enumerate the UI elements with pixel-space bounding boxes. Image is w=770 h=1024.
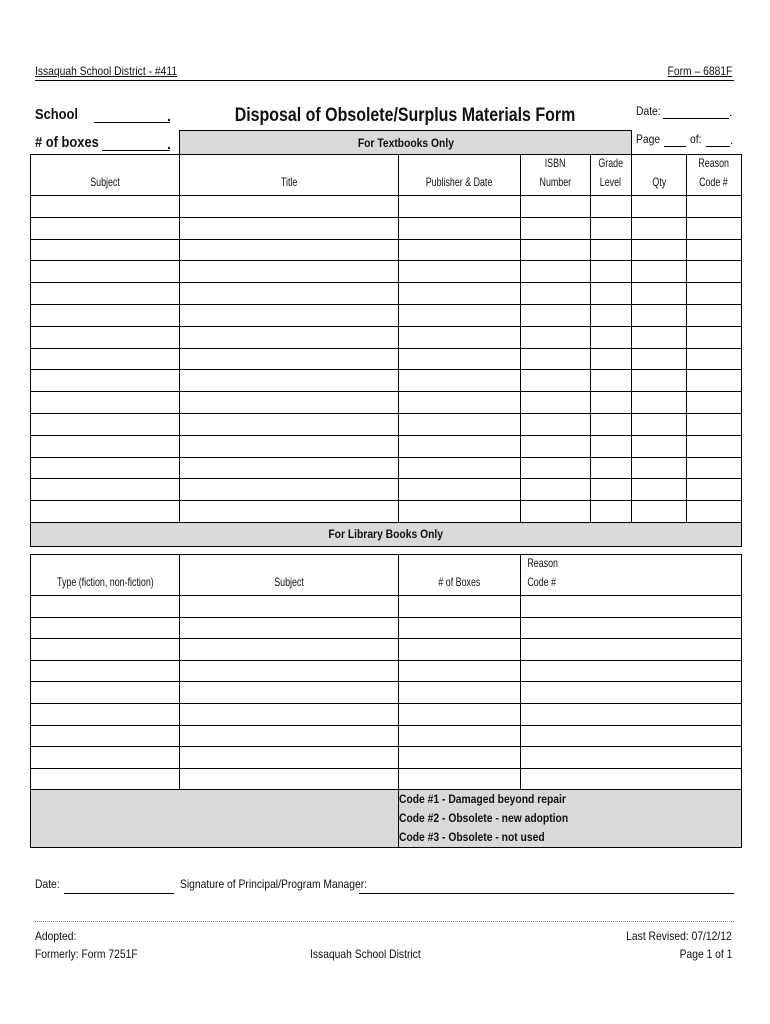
table-cell[interactable] — [521, 682, 742, 704]
table-cell[interactable] — [399, 283, 521, 305]
table-cell[interactable] — [521, 768, 742, 790]
col-type: Type (fiction, non-fiction) — [31, 555, 180, 596]
table-cell[interactable] — [591, 370, 632, 392]
school-field[interactable] — [94, 108, 170, 123]
table-cell[interactable] — [399, 304, 521, 326]
table-row — [31, 639, 742, 661]
date-label: Date: — [636, 104, 661, 118]
table-cell[interactable] — [31, 196, 180, 218]
table-cell[interactable] — [399, 747, 521, 769]
table-cell[interactable] — [399, 435, 521, 457]
table-cell[interactable] — [180, 326, 399, 348]
table-cell[interactable] — [399, 239, 521, 261]
date-period: . — [729, 105, 733, 119]
table-cell[interactable] — [180, 617, 399, 639]
table-cell[interactable] — [180, 261, 399, 283]
col-publisher-date: Publisher & Date — [399, 155, 521, 196]
table-cell[interactable] — [31, 639, 180, 661]
boxes-period: . — [167, 136, 171, 152]
table-cell[interactable] — [399, 703, 521, 725]
table-cell[interactable] — [632, 326, 687, 348]
table-cell[interactable] — [632, 261, 687, 283]
library-table — [30, 554, 742, 848]
table-cell[interactable] — [591, 457, 632, 479]
reason-codes-legend — [399, 790, 742, 848]
page-label: Page — [636, 132, 661, 146]
table-cell[interactable] — [632, 217, 687, 239]
col-library-subject: Subject — [180, 555, 399, 596]
form-number: Form – 6881F — [667, 64, 732, 78]
footer-district: Issaquah School District — [309, 947, 421, 961]
table-cell[interactable] — [31, 283, 180, 305]
textbooks-header-spacer — [31, 131, 180, 155]
table-cell[interactable] — [399, 479, 521, 501]
table-cell[interactable] — [31, 596, 180, 618]
table-cell[interactable] — [31, 326, 180, 348]
table-cell[interactable] — [180, 435, 399, 457]
col-num-boxes: # of Boxes — [399, 555, 521, 596]
table-cell[interactable] — [521, 304, 591, 326]
table-cell[interactable] — [180, 392, 399, 414]
table-cell[interactable] — [180, 725, 399, 747]
signature-date-field[interactable] — [64, 879, 174, 894]
table-cell[interactable] — [31, 617, 180, 639]
table-row — [31, 413, 742, 435]
table-cell[interactable] — [31, 304, 180, 326]
table-cell[interactable] — [31, 501, 180, 523]
last-revised: Last Revised: 07/12/12 — [626, 929, 732, 943]
library-column-headers — [31, 555, 742, 596]
table-cell[interactable] — [687, 457, 742, 479]
adopted-label: Adopted: — [35, 929, 77, 943]
table-cell[interactable] — [180, 457, 399, 479]
table-cell[interactable] — [180, 596, 399, 618]
table-cell[interactable] — [591, 239, 632, 261]
library-rows — [31, 596, 742, 790]
col-library-reason-code: Reason Code # — [521, 555, 742, 596]
col-qty: Qty — [632, 155, 687, 196]
table-cell[interactable] — [399, 501, 521, 523]
table-cell[interactable] — [180, 703, 399, 725]
table-cell[interactable] — [632, 239, 687, 261]
table-cell[interactable] — [180, 217, 399, 239]
formerly-form: Formerly: Form 7251F — [35, 947, 138, 961]
table-row — [31, 196, 742, 218]
table-cell[interactable] — [180, 747, 399, 769]
table-cell[interactable] — [687, 326, 742, 348]
table-cell[interactable] — [521, 617, 742, 639]
col-subject: Subject — [31, 155, 180, 196]
table-cell[interactable] — [591, 217, 632, 239]
table-cell[interactable] — [180, 304, 399, 326]
table-cell[interactable] — [521, 392, 591, 414]
table-cell[interactable] — [632, 392, 687, 414]
table-cell[interactable] — [521, 413, 591, 435]
table-cell[interactable] — [399, 660, 521, 682]
table-cell[interactable] — [180, 413, 399, 435]
table-cell[interactable] — [591, 261, 632, 283]
table-cell[interactable] — [399, 639, 521, 661]
table-cell[interactable] — [521, 348, 591, 370]
table-cell[interactable] — [521, 501, 591, 523]
table-cell[interactable] — [399, 392, 521, 414]
table-cell[interactable] — [521, 283, 591, 305]
table-cell[interactable] — [399, 261, 521, 283]
table-cell[interactable] — [399, 617, 521, 639]
signature-date-label: Date: — [35, 877, 60, 891]
table-cell[interactable] — [632, 457, 687, 479]
table-cell[interactable] — [180, 239, 399, 261]
textbooks-table — [30, 130, 742, 547]
table-cell[interactable] — [180, 196, 399, 218]
table-row — [31, 348, 742, 370]
form-title: Disposal of Obsolete/Surplus Materials Form — [234, 105, 576, 126]
table-row — [31, 392, 742, 414]
code-2: Code #2 - Obsolete - new adoption — [399, 811, 569, 826]
table-cell[interactable] — [591, 283, 632, 305]
table-cell[interactable] — [521, 596, 742, 618]
table-cell[interactable] — [399, 348, 521, 370]
school-period: . — [167, 108, 171, 124]
col-isbn: ISBN Number — [521, 155, 591, 196]
table-cell[interactable] — [521, 239, 591, 261]
table-cell[interactable] — [591, 196, 632, 218]
table-row — [31, 479, 742, 501]
table-cell[interactable] — [591, 435, 632, 457]
textbooks-section-title: For Textbooks Only — [180, 131, 632, 155]
table-cell[interactable] — [180, 348, 399, 370]
table-row — [31, 768, 742, 790]
col-title: Title — [180, 155, 399, 196]
table-cell[interactable] — [399, 370, 521, 392]
table-row — [31, 682, 742, 704]
table-cell[interactable] — [632, 196, 687, 218]
table-cell[interactable] — [632, 283, 687, 305]
table-cell[interactable] — [180, 768, 399, 790]
table-cell[interactable] — [180, 370, 399, 392]
table-cell[interactable] — [687, 479, 742, 501]
table-cell[interactable] — [399, 682, 521, 704]
textbooks-header-spacer — [632, 131, 742, 155]
table-row — [31, 370, 742, 392]
table-row — [31, 283, 742, 305]
table-cell[interactable] — [687, 435, 742, 457]
table-cell[interactable] — [399, 768, 521, 790]
table-cell[interactable] — [591, 413, 632, 435]
page-period: . — [730, 133, 734, 147]
signature-field[interactable] — [359, 879, 734, 894]
table-cell[interactable] — [180, 479, 399, 501]
table-cell[interactable] — [591, 304, 632, 326]
table-row — [31, 703, 742, 725]
table-cell[interactable] — [687, 501, 742, 523]
table-row — [31, 435, 742, 457]
table-cell[interactable] — [399, 326, 521, 348]
table-cell[interactable] — [521, 217, 591, 239]
table-cell[interactable] — [521, 261, 591, 283]
table-cell[interactable] — [521, 435, 591, 457]
code-3: Code #3 - Obsolete - not used — [399, 830, 545, 845]
table-cell[interactable] — [399, 196, 521, 218]
district-name: Issaquah School District - #411 — [35, 64, 178, 78]
table-cell[interactable] — [31, 725, 180, 747]
table-cell[interactable] — [399, 413, 521, 435]
table-cell[interactable] — [180, 283, 399, 305]
table-cell[interactable] — [687, 261, 742, 283]
table-cell[interactable] — [521, 479, 591, 501]
table-cell[interactable] — [632, 304, 687, 326]
col-grade-level: Grade Level — [591, 155, 632, 196]
table-cell[interactable] — [521, 370, 591, 392]
table-row — [31, 261, 742, 283]
table-cell[interactable] — [687, 392, 742, 414]
code-1: Code #1 - Damaged beyond repair — [399, 792, 566, 807]
table-cell[interactable] — [632, 479, 687, 501]
table-cell[interactable] — [31, 457, 180, 479]
table-cell[interactable] — [31, 479, 180, 501]
table-cell[interactable] — [591, 326, 632, 348]
table-cell[interactable] — [180, 501, 399, 523]
footer-rule — [35, 921, 734, 922]
header-rule — [35, 80, 734, 81]
table-cell[interactable] — [31, 217, 180, 239]
table-cell[interactable] — [687, 283, 742, 305]
table-row — [31, 457, 742, 479]
of-label: of: — [690, 132, 702, 146]
table-cell[interactable] — [31, 261, 180, 283]
table-cell[interactable] — [31, 768, 180, 790]
table-cell[interactable] — [180, 639, 399, 661]
textbooks-column-headers — [31, 155, 742, 196]
table-cell[interactable] — [687, 348, 742, 370]
table-cell[interactable] — [687, 370, 742, 392]
library-section-title: For Library Books Only — [31, 522, 742, 546]
col-reason-code: Reason Code # — [687, 155, 742, 196]
date-field[interactable] — [663, 104, 729, 119]
table-cell[interactable] — [632, 348, 687, 370]
table-row — [31, 747, 742, 769]
table-cell[interactable] — [687, 413, 742, 435]
table-cell[interactable] — [31, 413, 180, 435]
table-cell[interactable] — [687, 304, 742, 326]
table-cell[interactable] — [31, 682, 180, 704]
table-cell[interactable] — [399, 457, 521, 479]
table-cell[interactable] — [632, 413, 687, 435]
table-cell[interactable] — [399, 596, 521, 618]
boxes-label: # of boxes — [35, 134, 99, 151]
table-row — [31, 239, 742, 261]
table-row — [31, 725, 742, 747]
table-cell[interactable] — [632, 435, 687, 457]
table-cell[interactable] — [521, 703, 742, 725]
table-cell[interactable] — [521, 639, 742, 661]
table-cell[interactable] — [687, 196, 742, 218]
table-cell[interactable] — [31, 370, 180, 392]
signature-label: Signature of Principal/Program Manager: — [180, 877, 368, 891]
table-cell[interactable] — [591, 348, 632, 370]
table-cell[interactable] — [632, 370, 687, 392]
table-row — [31, 217, 742, 239]
table-cell[interactable] — [687, 217, 742, 239]
table-cell[interactable] — [521, 326, 591, 348]
table-row — [31, 304, 742, 326]
table-cell[interactable] — [521, 457, 591, 479]
table-cell[interactable] — [31, 703, 180, 725]
table-row — [31, 501, 742, 523]
table-cell[interactable] — [632, 501, 687, 523]
table-cell[interactable] — [31, 747, 180, 769]
table-cell[interactable] — [31, 435, 180, 457]
codes-shaded-area — [31, 790, 399, 848]
table-cell[interactable] — [521, 747, 742, 769]
table-row — [31, 617, 742, 639]
school-label: School — [35, 106, 79, 123]
textbooks-rows — [31, 196, 742, 523]
table-cell[interactable] — [591, 392, 632, 414]
table-cell[interactable] — [521, 660, 742, 682]
table-cell[interactable] — [31, 660, 180, 682]
table-cell[interactable] — [687, 239, 742, 261]
table-row — [31, 660, 742, 682]
table-cell[interactable] — [521, 196, 591, 218]
table-cell[interactable] — [591, 501, 632, 523]
table-cell[interactable] — [399, 725, 521, 747]
table-cell[interactable] — [521, 725, 742, 747]
table-cell[interactable] — [399, 217, 521, 239]
table-cell[interactable] — [180, 660, 399, 682]
page-of: Page 1 of 1 — [679, 947, 732, 961]
table-cell[interactable] — [591, 479, 632, 501]
table-cell[interactable] — [31, 348, 180, 370]
table-cell[interactable] — [31, 392, 180, 414]
table-cell[interactable] — [180, 682, 399, 704]
table-row — [31, 596, 742, 618]
table-row — [31, 326, 742, 348]
table-cell[interactable] — [31, 239, 180, 261]
